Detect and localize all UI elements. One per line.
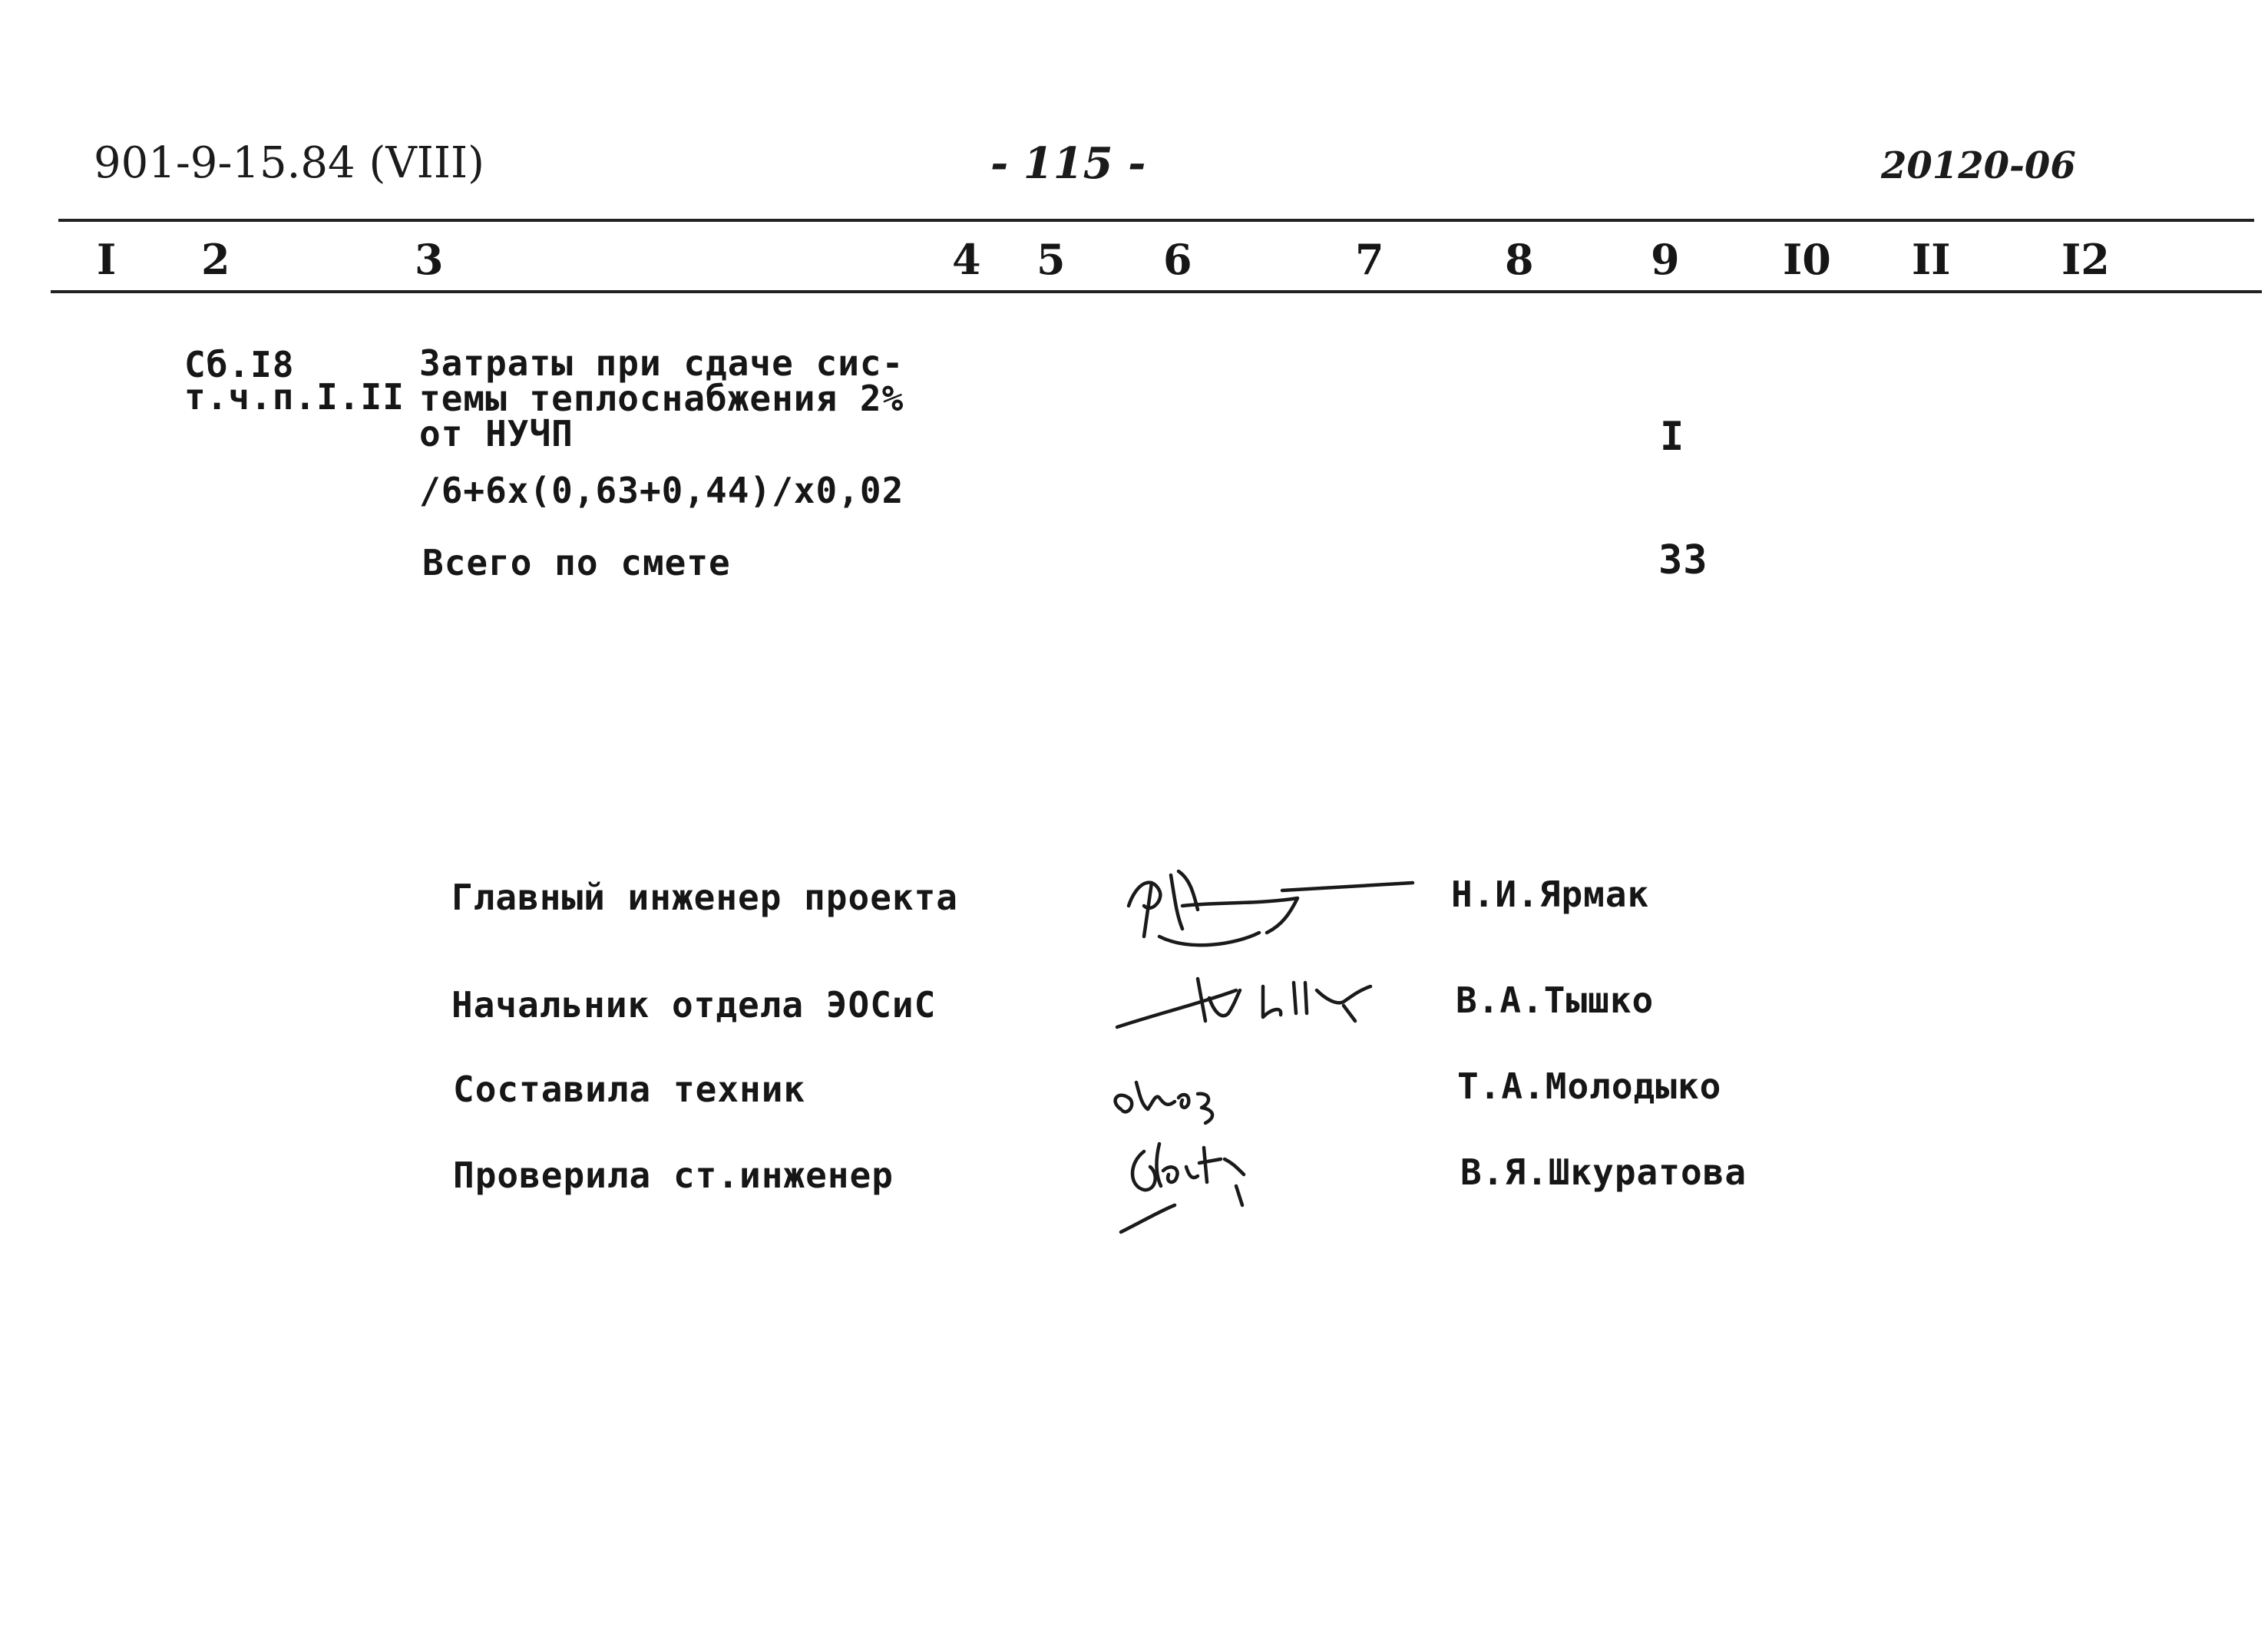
column-number: 3 [415, 235, 444, 284]
column-number: 9 [1651, 235, 1680, 284]
archive-number: 20120-06 [1881, 144, 2076, 187]
handwritten-signature [1106, 1056, 1259, 1125]
signature-name: В.А.Тышко [1456, 980, 1655, 1021]
column-number: 4 [952, 235, 981, 284]
description-line: Затраты при сдаче сис- [419, 342, 904, 384]
signature-role: Начальник отдела ЭОСиС [451, 984, 937, 1026]
description-line: темы теплоснабжения 2% [419, 378, 904, 419]
column-number: 7 [1355, 235, 1384, 284]
total-value: 33 [1658, 537, 1708, 583]
column-number: I [97, 235, 117, 284]
header-top-rule [58, 219, 2254, 222]
value-cell-col9: I [1660, 414, 1685, 460]
column-number: I0 [1783, 235, 1831, 284]
reference-cell [184, 345, 405, 416]
handwritten-signature [1113, 1128, 1282, 1236]
column-number: 5 [1036, 235, 1066, 284]
column-number: 6 [1163, 235, 1192, 284]
signature-name: Т.А.Молодыко [1457, 1065, 1722, 1107]
document-code: 901-9-15.84 (VIII) [94, 138, 484, 188]
description-cell [419, 342, 904, 454]
description-line: от НУЧП [419, 413, 574, 454]
header-bottom-rule [51, 290, 2262, 293]
signature-role: Проверила ст.инженер [453, 1155, 894, 1196]
total-label: Всего по смете [422, 542, 731, 583]
reference-line: Сб.I8 [184, 344, 295, 385]
column-number: 8 [1505, 235, 1534, 284]
reference-line: т.ч.п.I.II [184, 376, 405, 418]
column-number: 2 [201, 235, 230, 284]
formula-text: /6+6x(0,63+0,44)/x0,02 [419, 470, 904, 511]
column-number: II [1912, 235, 1951, 284]
handwritten-signature [1106, 860, 1428, 960]
signature-role: Главный инженер проекта [451, 877, 958, 918]
signature-role: Составила техник [453, 1069, 806, 1110]
signature-name: Н.И.Ярмак [1451, 874, 1650, 915]
signature-name: В.Я.Шкуратова [1460, 1151, 1747, 1193]
handwritten-signature [1113, 960, 1374, 1036]
column-number: I2 [2061, 235, 2110, 284]
page-number: - 115 - [990, 138, 1146, 189]
